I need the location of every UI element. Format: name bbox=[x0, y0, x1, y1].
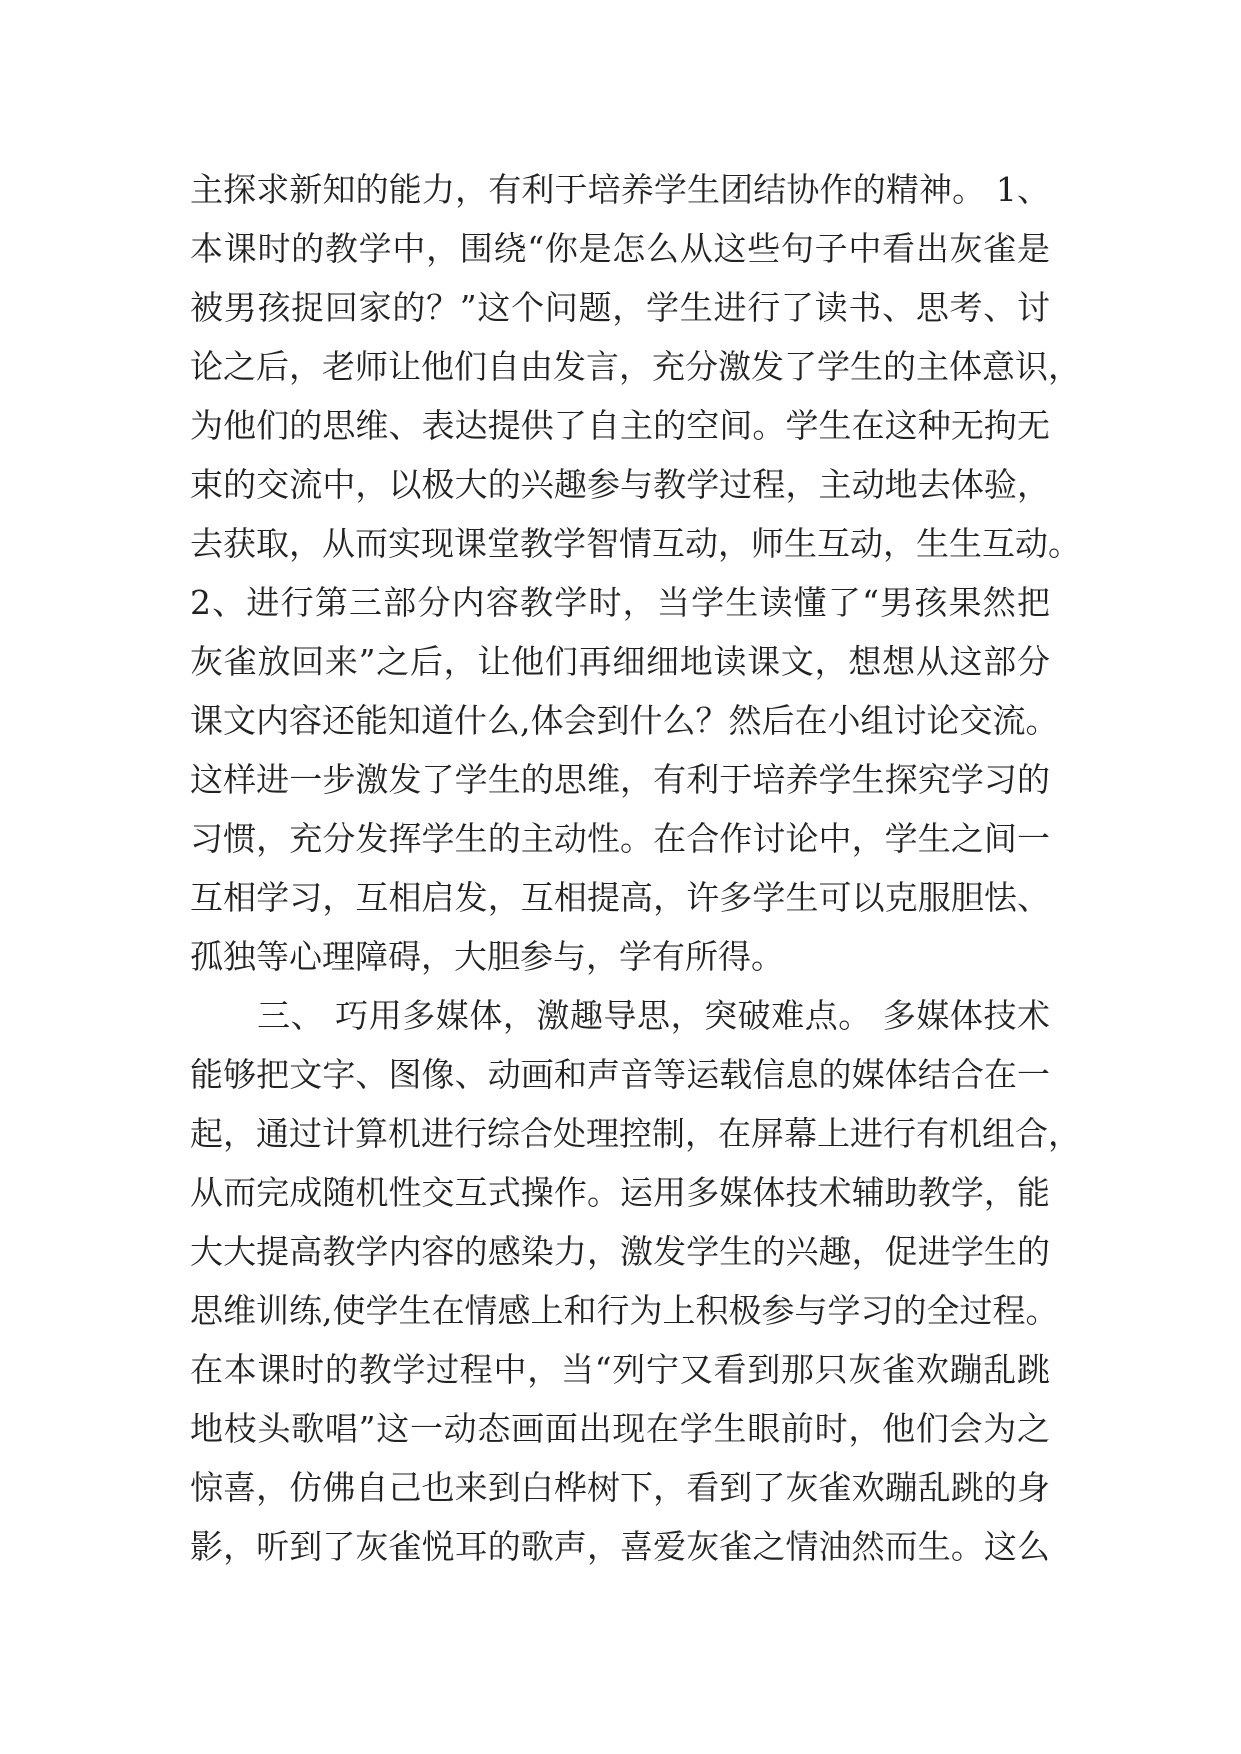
text-line: 在本课时的教学过程中，当“列宁又看到那只灰雀欢蹦乱跳 bbox=[190, 1350, 1050, 1389]
text-line: 主探求新知的能力，有利于培养学生团结协作的精神。 1、 bbox=[190, 170, 1050, 209]
text-line: 孤独等心理障碍，大胆参与，学有所得。 bbox=[190, 937, 784, 976]
text-line: 能够把文字、图像、动画和声音等运载信息的媒体结合在一 bbox=[190, 1055, 1050, 1094]
text-line: 本课时的教学中，围绕“你是怎么从这些句子中看出灰雀是 bbox=[190, 229, 1050, 268]
text-line: 起，通过计算机进行综合处理控制，在屏幕上进行有机组合， bbox=[190, 1114, 1081, 1153]
text-line: 论之后，老师让他们自由发言，充分激发了学生的主体意识， bbox=[190, 347, 1081, 386]
text-line: 束的交流中，以极大的兴趣参与教学过程，主动地去体验， bbox=[190, 465, 1050, 504]
text-line: 灰雀放回来”之后，让他们再细细地读课文，想想从这部分 bbox=[190, 642, 1050, 681]
text-line: 惊喜，仿佛自己也来到白桦树下，看到了灰雀欢蹦乱跳的身 bbox=[190, 1468, 1050, 1507]
text-line: 大大提高教学内容的感染力，激发学生的兴趣，促进学生的 bbox=[190, 1232, 1050, 1271]
text-line: 互相学习，互相启发，互相提高，许多学生可以克服胆怯、 bbox=[190, 878, 1050, 917]
text-line: 这样进一步激发了学生的思维，有利于培养学生探究学习的 bbox=[190, 760, 1050, 799]
text-line: 被男孩捉回家的？”这个问题，学生进行了读书、思考、讨 bbox=[190, 288, 1050, 327]
section-heading-line: 三、 巧用多媒体，激趣导思，突破难点。 多媒体技术 bbox=[190, 996, 1050, 1035]
text-line: 2、进行第三部分内容教学时，当学生读懂了“男孩果然把 bbox=[190, 583, 1050, 622]
text-line: 从而完成随机性交互式操作。运用多媒体技术辅助教学，能 bbox=[190, 1173, 1050, 1212]
text-line: 地枝头歌唱”这一动态画面出现在学生眼前时，他们会为之 bbox=[190, 1409, 1050, 1448]
text-line: 去获取，从而实现课堂教学智情互动，师生互动，生生互动。 bbox=[190, 524, 1081, 563]
text-line: 课文内容还能知道什么,体会到什么？然后在小组讨论交流。 bbox=[190, 701, 1059, 740]
text-line: 习惯，充分发挥学生的主动性。在合作讨论中，学生之间一 bbox=[190, 819, 1050, 858]
text-line: 思维训练,使学生在情感上和行为上积极参与学习的全过程。 bbox=[190, 1291, 1059, 1330]
text-line: 为他们的思维、表达提供了自主的空间。学生在这种无拘无 bbox=[190, 406, 1050, 445]
body-text bbox=[190, 160, 1081, 1576]
text-line: 影，听到了灰雀悦耳的歌声，喜爱灰雀之情油然而生。这么 bbox=[190, 1527, 1050, 1566]
